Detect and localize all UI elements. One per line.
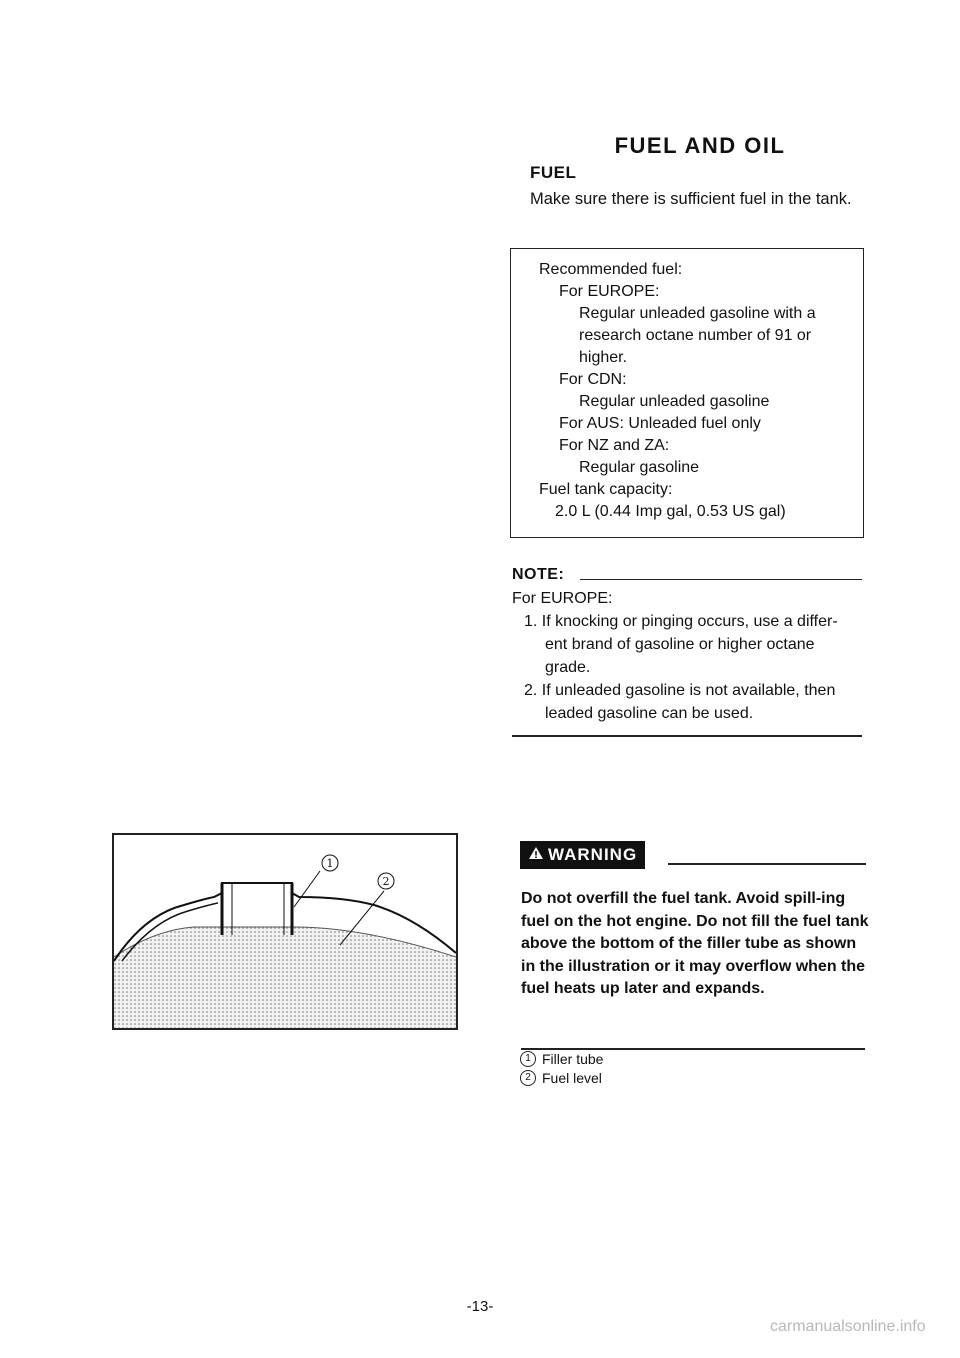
legend-marker-1: 1 <box>520 1051 536 1067</box>
spec-aus-line: For AUS: Unleaded fuel only <box>559 415 761 432</box>
watermark: carmanualsonline.info <box>770 1318 926 1335</box>
note-bottom-divider <box>512 735 862 737</box>
section-heading-fuel: FUEL <box>530 163 577 182</box>
spec-nz-label: For NZ and ZA: <box>559 437 670 454</box>
recommended-fuel-box <box>510 248 864 538</box>
spec-cdn-label: For CDN: <box>559 371 627 388</box>
spec-recommended-label: Recommended fuel: <box>539 261 683 278</box>
page-title: FUEL AND OIL <box>614 133 786 158</box>
callout-2-marker: 2 <box>382 875 390 888</box>
spec-cdn-line1: Regular unleaded gasoline <box>579 393 770 410</box>
note-item2-line1: 2. If unleaded gasoline is not available, then <box>524 682 836 699</box>
note-heading: NOTE: <box>512 566 565 583</box>
spec-europe-line2: research octane number of 91 or <box>579 327 812 344</box>
legend-item-filler-tube <box>520 1051 603 1067</box>
spec-europe-line1: Regular unleaded gasoline with a <box>579 305 816 322</box>
warning-label: WARNING <box>548 845 638 864</box>
spec-capacity-label: Fuel tank capacity: <box>539 481 673 498</box>
fuel-tank-illustration <box>112 833 458 1030</box>
warning-bottom-divider <box>521 1048 865 1050</box>
warning-divider <box>668 863 866 865</box>
spec-nz-line1: Regular gasoline <box>579 459 700 476</box>
warning-badge <box>520 841 645 869</box>
legend-label-fuel-level: Fuel level <box>542 1070 602 1086</box>
page-number: -13- <box>466 1298 494 1315</box>
spec-europe-line3: higher. <box>579 349 628 366</box>
legend-marker-2: 2 <box>520 1070 536 1086</box>
fuel-tank-drawing <box>114 835 456 1028</box>
fuel-intro-text: Make sure there is sufficient fuel in the tank. <box>530 190 852 208</box>
note-item1-line1: 1. If knocking or pinging occurs, use a differ- <box>524 613 838 630</box>
warning-text: Do not overfill the fuel tank. Avoid spill-ing fuel on the hot engine. Do not fill the fuel tank above the bottom of the filler tube as shown in the illustration or it may overflow when the fuel heats up later and expands. <box>521 890 869 997</box>
note-for-europe: For EUROPE: <box>512 590 613 607</box>
warning-triangle-icon <box>528 841 544 869</box>
callout-1-marker: 1 <box>326 857 334 870</box>
spec-europe-label: For EUROPE: <box>559 283 660 300</box>
note-item2-line2: leaded gasoline can be used. <box>545 705 754 722</box>
legend-item-fuel-level <box>520 1070 602 1086</box>
note-divider <box>580 579 862 580</box>
note-item1-line3: grade. <box>545 659 591 676</box>
legend-label-filler-tube: Filler tube <box>542 1051 604 1067</box>
note-item1-line2: ent brand of gasoline or higher octane <box>545 636 815 653</box>
spec-capacity-value: 2.0 L (0.44 Imp gal, 0.53 US gal) <box>555 503 786 520</box>
